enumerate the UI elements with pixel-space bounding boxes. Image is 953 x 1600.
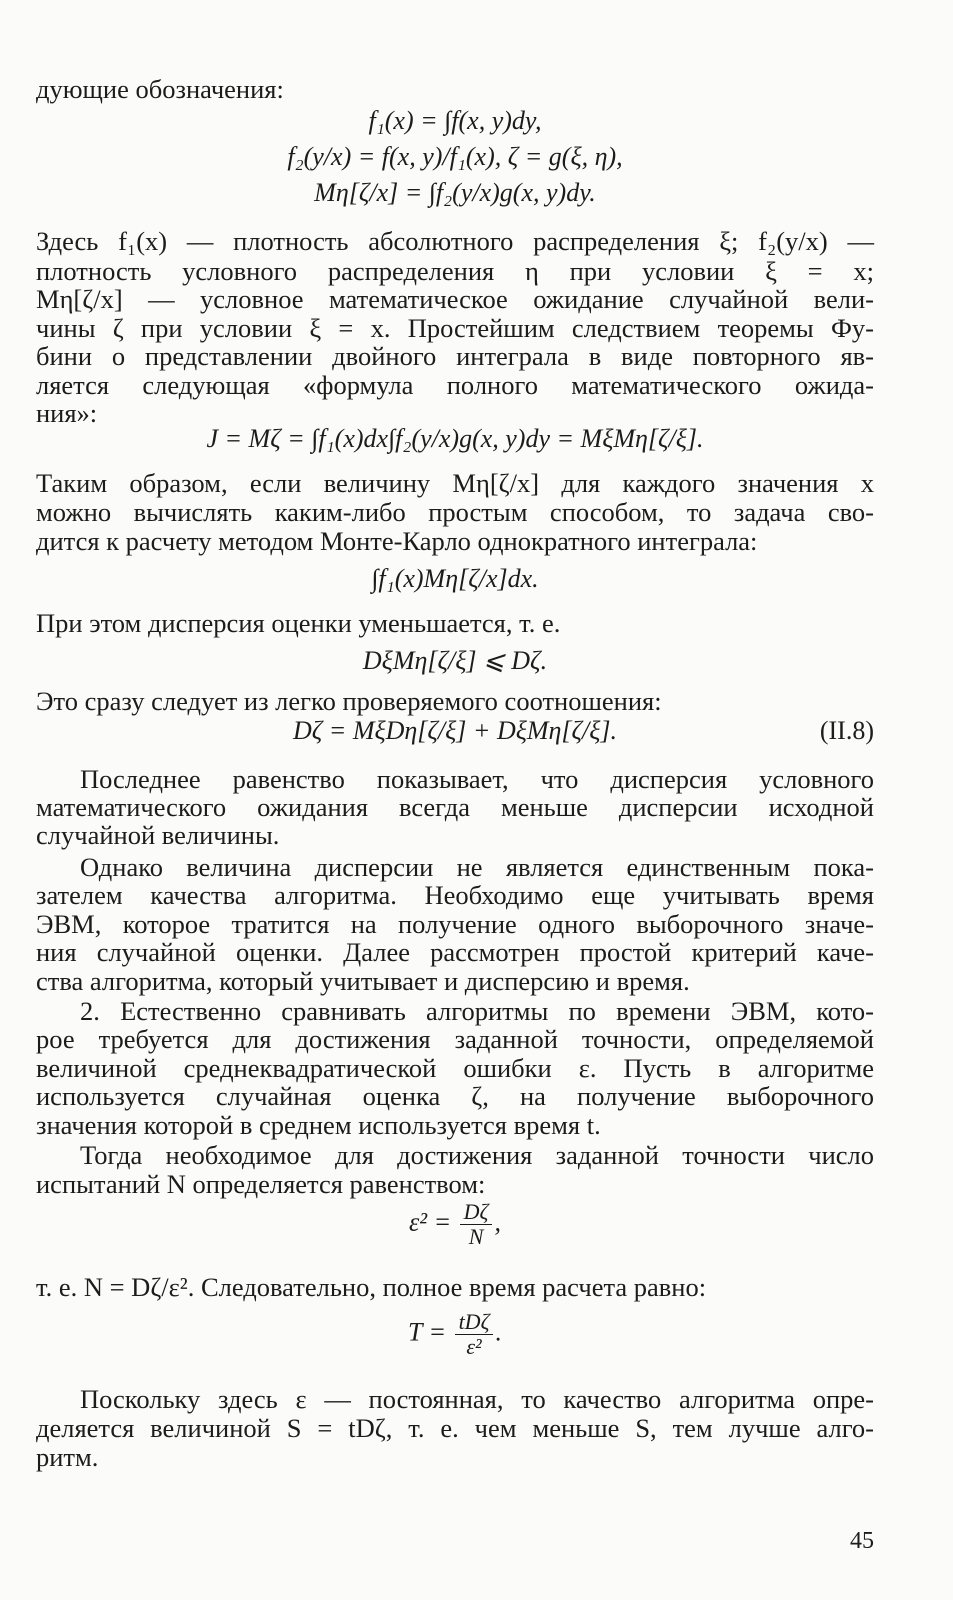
text-line bbox=[36, 937, 874, 968]
text-line bbox=[36, 468, 874, 499]
text-line-content: При этом дисперсия оценки уменьшается, т. е. bbox=[36, 608, 561, 638]
text-line-content: Это сразу следует из легко проверяемого соотношения: bbox=[36, 686, 662, 716]
fraction-numerator: tDζ bbox=[455, 1310, 494, 1335]
text-line-content: Dζ = MξDη[ζ/ξ] + DξMη[ζ/ξ]. bbox=[292, 716, 618, 745]
equation-number: (II.8) bbox=[819, 716, 874, 745]
text-line bbox=[36, 526, 757, 557]
formula-total-time-tail: . bbox=[495, 1317, 502, 1347]
text-line bbox=[36, 1169, 485, 1200]
text-line bbox=[36, 792, 874, 823]
text-line bbox=[36, 256, 874, 287]
text-line-content: чины ζ при условии ξ = x. Простейшим следствием теоремы Фу- bbox=[36, 313, 874, 343]
text-line bbox=[36, 1272, 706, 1303]
text-line-content: Mη[ζ/x] = ∫f₂(y/x)g(x, y)dy. bbox=[314, 178, 596, 207]
text-line bbox=[36, 1110, 601, 1141]
fraction-denominator: ε² bbox=[466, 1334, 482, 1359]
formula-epsilon bbox=[36, 1200, 874, 1249]
text-line bbox=[36, 142, 874, 172]
fraction-t-d-zeta-over-eps bbox=[455, 1310, 494, 1359]
text-line-content: т. е. N = Dζ/ε². Следовательно, полное время расчета равно: bbox=[36, 1272, 707, 1302]
text-line bbox=[36, 880, 874, 911]
text-line bbox=[36, 996, 874, 1027]
text-line bbox=[36, 1442, 98, 1473]
formula-total-time bbox=[36, 1310, 874, 1359]
formula-total-time-lhs: T = bbox=[408, 1317, 447, 1347]
text-line-content: ∫f₁(x)Mη[ζ/x]dx. bbox=[371, 564, 539, 593]
text-line bbox=[36, 424, 874, 454]
fraction-d-zeta-over-n bbox=[460, 1200, 493, 1249]
text-line bbox=[36, 716, 874, 746]
text-line bbox=[36, 820, 279, 851]
text-line bbox=[36, 564, 874, 594]
text-line-content: Таким образом, если величину Mη[ζ/x] для каждого значения x bbox=[36, 468, 874, 498]
text-line-content: деляется величиной S = tDζ, т. е. чем меньше S, тем лучше алго- bbox=[36, 1413, 874, 1443]
text-line bbox=[36, 1081, 874, 1112]
text-line bbox=[36, 1384, 874, 1415]
text-line bbox=[36, 370, 874, 401]
fraction-denominator: N bbox=[468, 1224, 484, 1249]
text-line-content: f₁(x) = ∫f(x, y)dy, bbox=[368, 106, 542, 135]
text-line-content: рое требуется для достижения заданной точности, определяемой bbox=[36, 1024, 874, 1054]
text-line bbox=[36, 284, 874, 315]
text-line bbox=[36, 226, 874, 257]
page-number: 45 bbox=[850, 1528, 874, 1554]
text-line bbox=[36, 966, 690, 997]
formula-epsilon-tail: , bbox=[494, 1207, 501, 1237]
text-line bbox=[36, 106, 874, 136]
text-line-content: Однако величина дисперсии не является единственным пока- bbox=[80, 852, 874, 882]
text-line bbox=[36, 646, 874, 676]
text-line-content: ляется следующая «формула полного математического ожида- bbox=[36, 370, 874, 400]
text-line-content: f₂(y/x) = f(x, y)/f₁(x), ζ = g(ξ, η), bbox=[287, 142, 623, 171]
text-line bbox=[36, 852, 874, 883]
text-line-content: используется случайная оценка ζ, на получение выборочного bbox=[36, 1081, 874, 1111]
text-line bbox=[36, 1140, 874, 1171]
text-line-content: можно вычислять каким-либо простым способом, то задача сво- bbox=[36, 497, 874, 527]
text-line-content: плотность условного распределения η при условии ξ = x; bbox=[36, 256, 874, 286]
text-line bbox=[36, 1024, 874, 1055]
text-line bbox=[36, 178, 874, 208]
text-line-content: математического ожидания всегда меньше дисперсии исходной bbox=[36, 792, 874, 822]
text-line bbox=[36, 74, 284, 105]
text-line-content: ния»: bbox=[36, 398, 98, 428]
formula-epsilon-lhs: ε² = bbox=[409, 1207, 452, 1237]
text-line bbox=[36, 1413, 874, 1444]
text-line bbox=[36, 608, 560, 639]
text-line-content: бини о представлении двойного интеграла в виде повторного яв- bbox=[36, 341, 874, 371]
text-line bbox=[36, 1053, 874, 1084]
text-line-content: Mη[ζ/x] — условное математическое ожидание случайной вели- bbox=[36, 284, 874, 314]
text-line-content: Тогда необходимое для достижения заданной точности число bbox=[80, 1140, 874, 1170]
text-line bbox=[36, 909, 874, 940]
text-line-content: J = Mζ = ∫f₁(x)dx∫f₂(y/x)g(x, y)dy = MξMη[ζ/ξ]. bbox=[206, 424, 704, 453]
text-line bbox=[36, 686, 662, 717]
text-line-content: значения которой в среднем используется время t. bbox=[36, 1110, 601, 1140]
text-line-content: Последнее равенство показывает, что дисперсия условного bbox=[80, 764, 874, 794]
text-line bbox=[36, 764, 874, 795]
text-line-content: ства алгоритма, который учитывает и дисперсию и время. bbox=[36, 966, 690, 996]
text-line-content: ния случайной оценки. Далее рассмотрен простой критерий каче- bbox=[36, 937, 874, 967]
fraction-numerator: Dζ bbox=[460, 1200, 493, 1225]
text-line-content: величиной среднеквадратической ошибки ε. Пусть в алгоритме bbox=[36, 1053, 874, 1083]
text-line bbox=[36, 313, 874, 344]
text-line-content: дится к расчету методом Монте-Карло однократного интеграла: bbox=[36, 526, 758, 556]
text-line-content: 2. Естественно сравнивать алгоритмы по времени ЭВМ, кото- bbox=[80, 996, 874, 1026]
text-line-content: ритм. bbox=[36, 1442, 99, 1472]
text-line-content: случайной величины. bbox=[36, 820, 280, 850]
text-line-content: Здесь f₁(x) — плотность абсолютного распределения ξ; f₂(y/x) — bbox=[36, 226, 874, 256]
text-line bbox=[36, 497, 874, 528]
text-line-content: DξMη[ζ/ξ] ⩽ Dζ. bbox=[362, 646, 548, 675]
text-line-content: зателем качества алгоритма. Необходимо еще учитывать время bbox=[36, 880, 874, 910]
text-line-content: дующие обозначения: bbox=[36, 74, 284, 104]
text-line-content: испытаний N определяется равенством: bbox=[36, 1169, 486, 1199]
text-line-content: Поскольку здесь ε — постоянная, то качество алгоритма опре- bbox=[80, 1384, 874, 1414]
text-line-content: ЭВМ, которое тратится на получение одного выборочного значе- bbox=[36, 909, 874, 939]
text-line bbox=[36, 341, 874, 372]
